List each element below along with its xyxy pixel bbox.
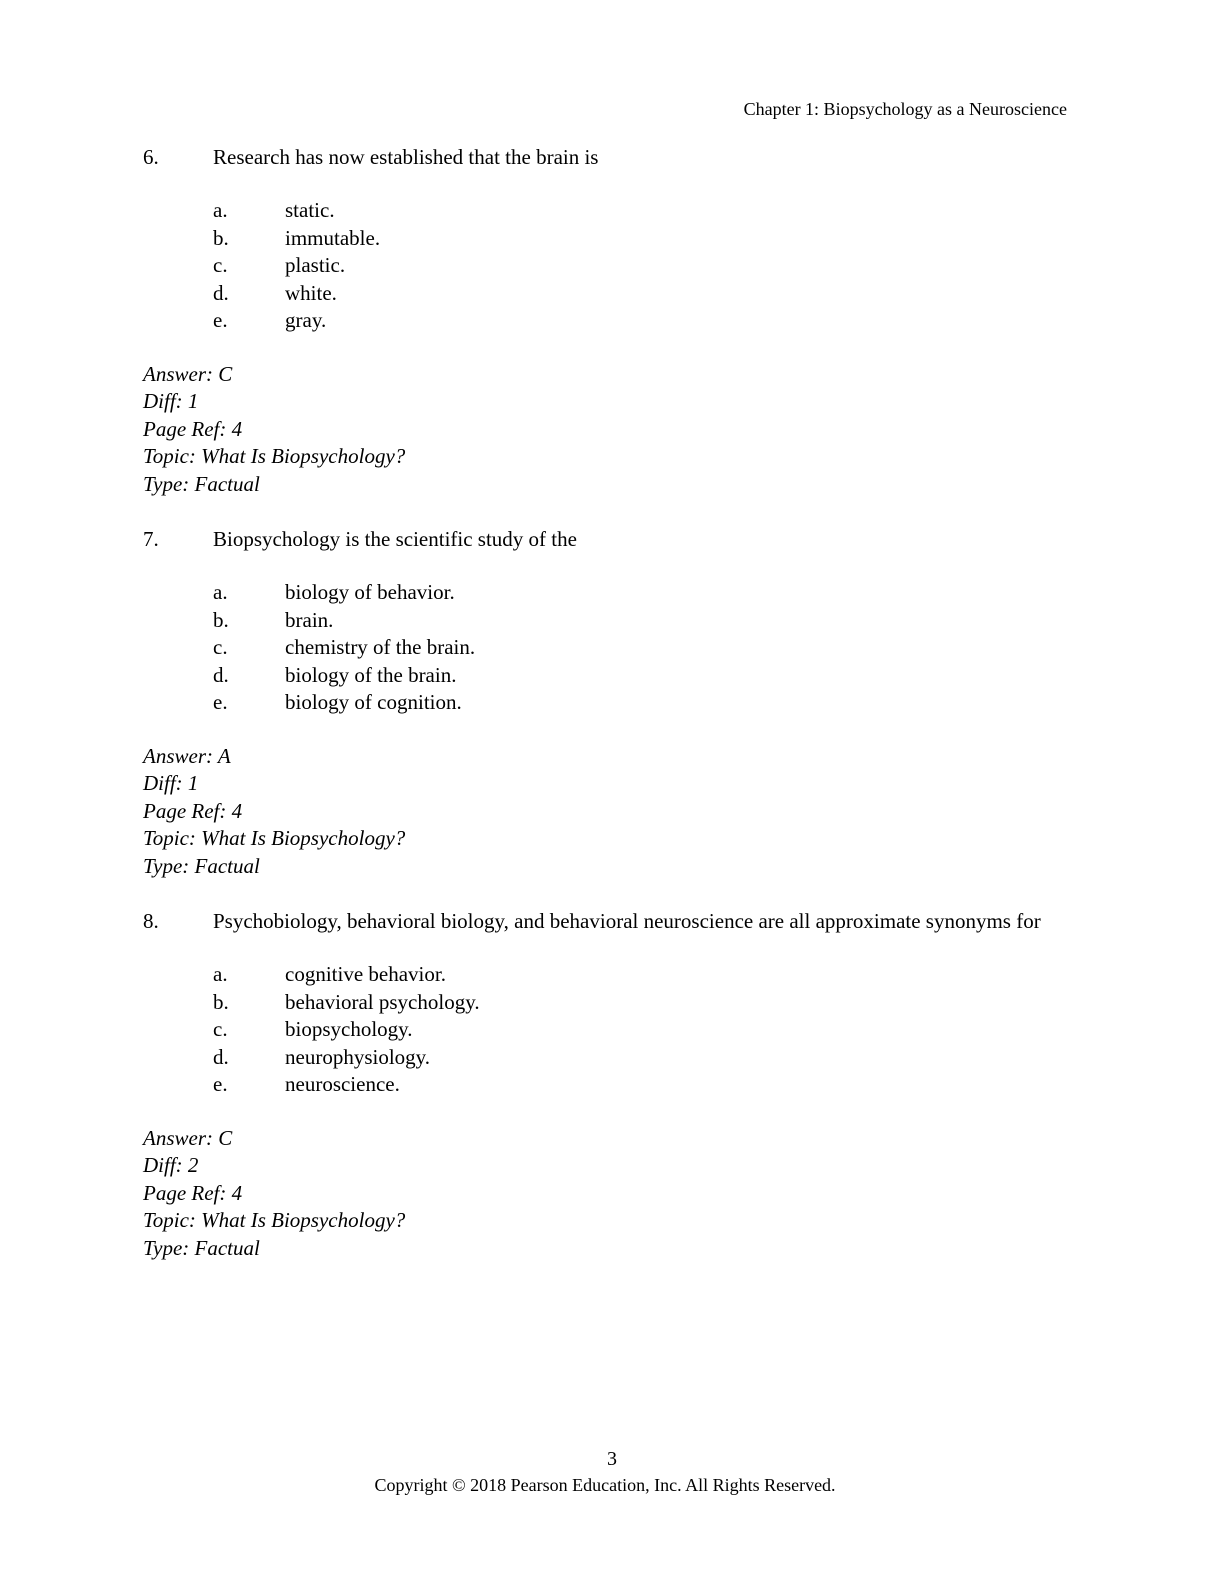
option-list <box>143 579 1083 717</box>
option-b <box>213 225 1083 253</box>
question-stem: Psychobiology, behavioral biology, and behavioral neuroscience are all approximate synonyms for <box>213 909 1041 933</box>
option-text: plastic. <box>285 253 346 277</box>
question-6 <box>143 143 1083 498</box>
option-e <box>213 1071 1083 1099</box>
option-letter: a. <box>213 198 228 222</box>
option-letter: d. <box>213 280 229 305</box>
option-letter: a. <box>213 962 228 986</box>
option-letter: a. <box>213 580 228 604</box>
question-type: Type: Factual <box>143 471 260 496</box>
answer-key: Answer: C <box>143 361 233 386</box>
answer-key: Answer: A <box>143 743 231 768</box>
option-letter: e. <box>213 690 228 714</box>
option-c <box>213 634 1083 662</box>
option-letter: c. <box>213 635 228 659</box>
answer-key: Answer: C <box>143 1125 233 1150</box>
option-text: gray. <box>285 308 327 332</box>
option-c <box>213 252 1083 280</box>
copyright-notice: Copyright © 2018 Pearson Education, Inc. All Rights Reserved. <box>374 1475 836 1495</box>
difficulty: Diff: 1 <box>143 389 199 413</box>
option-text: biology of the brain. <box>285 662 457 687</box>
option-a <box>213 579 1083 607</box>
option-b <box>213 989 1083 1017</box>
topic: Topic: What Is Biopsychology? <box>143 444 406 468</box>
option-list <box>143 961 1083 1099</box>
option-letter: b. <box>213 225 229 250</box>
question-type: Type: Factual <box>143 853 260 878</box>
option-text: neurophysiology. <box>285 1044 431 1069</box>
option-text: brain. <box>285 607 334 632</box>
option-letter: e. <box>213 308 228 332</box>
running-header: Chapter 1: Biopsychology as a Neuroscience <box>743 99 1067 119</box>
question-type: Type: Factual <box>143 1235 260 1260</box>
option-c <box>213 1016 1083 1044</box>
option-text: biology of cognition. <box>285 690 462 714</box>
option-text: immutable. <box>285 225 381 250</box>
question-number: 6. <box>143 145 159 169</box>
question-number: 8. <box>143 909 159 933</box>
topic: Topic: What Is Biopsychology? <box>143 1208 406 1232</box>
option-text: behavioral psychology. <box>285 989 480 1014</box>
option-list <box>143 197 1083 335</box>
page-ref: Page Ref: 4 <box>143 416 243 441</box>
option-letter: e. <box>213 1072 228 1096</box>
option-d <box>213 662 1083 690</box>
answer-metadata <box>143 1125 1083 1263</box>
question-8 <box>143 907 1083 1262</box>
page-ref: Page Ref: 4 <box>143 798 243 823</box>
option-text: neuroscience. <box>285 1072 400 1096</box>
option-letter: d. <box>213 662 229 687</box>
topic: Topic: What Is Biopsychology? <box>143 826 406 850</box>
option-b <box>213 607 1083 635</box>
question-number: 7. <box>143 527 159 551</box>
option-a <box>213 961 1083 989</box>
option-text: cognitive behavior. <box>285 962 446 986</box>
difficulty: Diff: 2 <box>143 1153 199 1177</box>
option-e <box>213 689 1083 717</box>
option-letter: b. <box>213 607 229 632</box>
option-letter: b. <box>213 989 229 1014</box>
option-d <box>213 1044 1083 1072</box>
option-e <box>213 307 1083 335</box>
option-text: biopsychology. <box>285 1017 413 1041</box>
option-text: white. <box>285 280 337 305</box>
question-7 <box>143 525 1083 880</box>
page-number: 3 <box>607 1448 617 1470</box>
option-text: biology of behavior. <box>285 580 455 604</box>
option-text: chemistry of the brain. <box>285 635 476 659</box>
option-letter: c. <box>213 1017 228 1041</box>
question-stem: Biopsychology is the scientific study of the <box>213 527 577 551</box>
option-letter: c. <box>213 253 228 277</box>
option-d <box>213 280 1083 308</box>
answer-metadata <box>143 361 1083 499</box>
difficulty: Diff: 1 <box>143 771 199 795</box>
question-stem: Research has now established that the brain is <box>213 145 599 169</box>
answer-metadata <box>143 743 1083 881</box>
option-text: static. <box>285 198 335 222</box>
option-letter: d. <box>213 1044 229 1069</box>
option-a <box>213 197 1083 225</box>
page-ref: Page Ref: 4 <box>143 1180 243 1205</box>
